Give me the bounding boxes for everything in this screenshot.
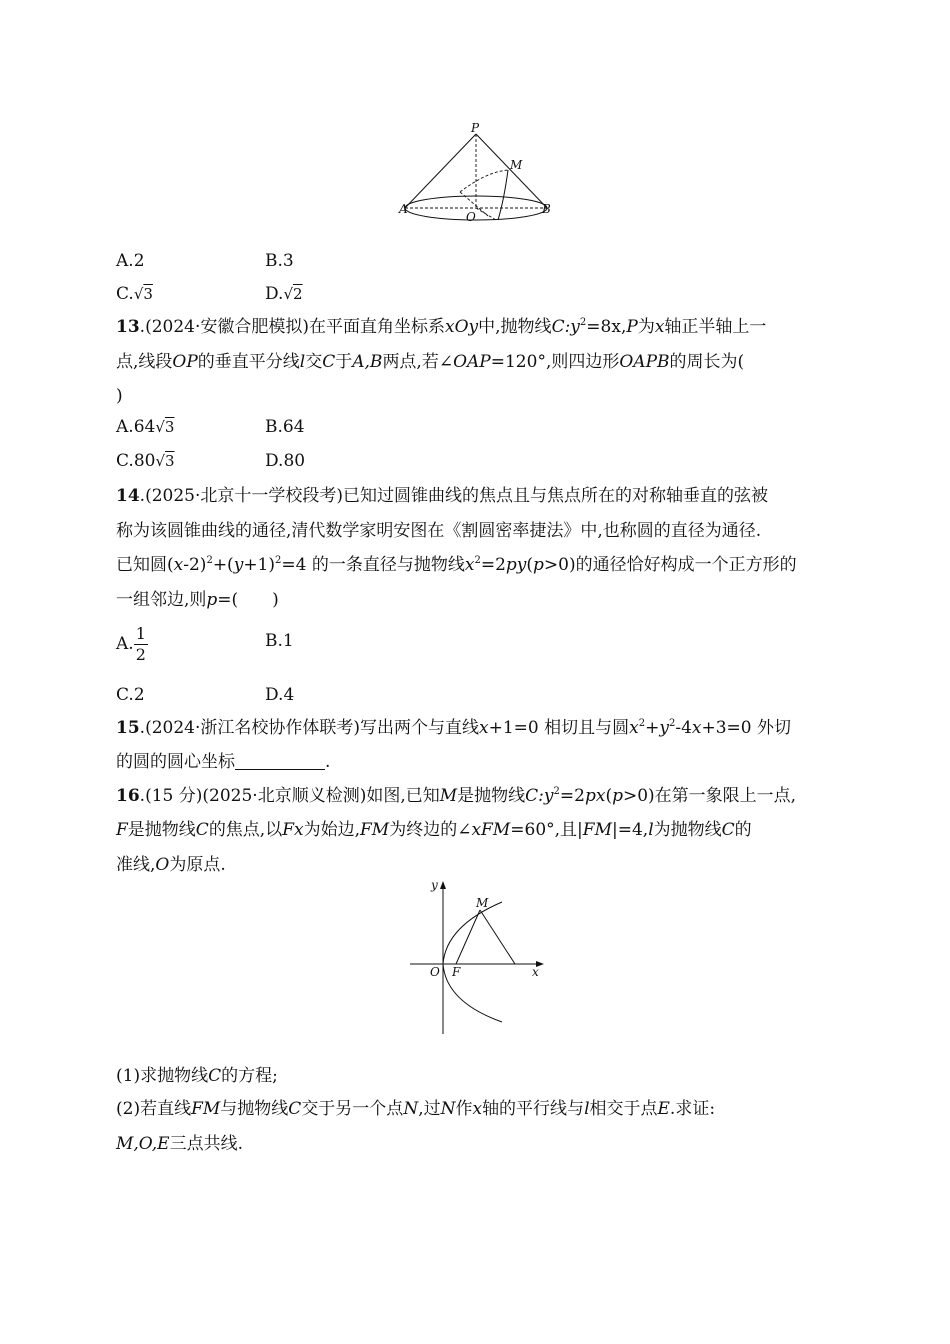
- q15-line-2: 的圆的圆心坐标 .: [116, 752, 331, 772]
- label-A: A: [399, 202, 408, 216]
- label-B: B: [542, 202, 551, 216]
- q13-option-a: A.64√3: [116, 417, 175, 437]
- label-F: F: [452, 965, 461, 979]
- q16-part-1: (1)求抛物线C的方程;: [116, 1066, 278, 1086]
- label-O: O: [430, 965, 440, 979]
- q13-option-d: D.80: [265, 451, 306, 471]
- q14-line-1: 14.(2025·北京十一学校段考)已知过圆锥曲线的焦点且与焦点所在的对称轴垂直的弦被: [116, 486, 769, 506]
- q14-option-a: A. $\frac{1}{2}$: [116, 624, 146, 664]
- label-y: y: [431, 878, 438, 892]
- q13-line-3: ): [116, 386, 123, 406]
- q16-part-2-cont: M,O,E三点共线.: [116, 1134, 243, 1154]
- label-P: P: [471, 121, 480, 135]
- q16-line-3: 准线,O为原点.: [116, 855, 226, 875]
- cone-figure: [396, 120, 560, 228]
- label-x: x: [532, 965, 539, 979]
- q13-line-2: 点,线段OP的垂直平分线l交C于A,B两点,若∠OAP=120°,则四边形OAPB的周长为(: [116, 352, 745, 372]
- q12-option-c: C.√3: [116, 284, 153, 304]
- q12-option-b: B.3: [265, 251, 294, 271]
- q13-option-b: B.64: [265, 417, 305, 437]
- q12-option-d: D.√2: [265, 284, 303, 304]
- label-O: O: [466, 210, 476, 224]
- q14-line-3: 已知圆$(x-2)^2+(y+1)^2=4$ 的一条直径与抛物线$x^2=2py(p>0)$的通径恰好构成一个正方形的: [116, 555, 797, 575]
- q14-option-d: D.4: [265, 685, 295, 705]
- q14-line-4: 一组邻边,则p=( ): [116, 590, 279, 610]
- answer-blank[interactable]: [235, 751, 325, 770]
- q16-line-2: F是抛物线C的焦点,以Fx为始边,FM为终边的∠xFM=60°,且|FM|=4,l为抛物线C的: [116, 820, 752, 840]
- q14-option-c: C.2: [116, 685, 145, 705]
- q12-option-a: A.2: [116, 251, 145, 271]
- q14-line-2: 称为该圆锥曲线的通径,清代数学家明安图在《割圆密率捷法》中,也称圆的直径为通径.: [116, 521, 762, 541]
- q16-line-1: 16.(15 分)(2025·北京顺义检测)如图,已知M是抛物线$C:y^2=2px(p>0)$在第一象限上一点,: [116, 786, 797, 806]
- q13-line-1: 13.(2024·安徽合肥模拟)在平面直角坐标系xOy中,抛物线$C:y^2=8x,P$为x轴正半轴上一: [116, 317, 767, 337]
- q16-part-2: (2)若直线FM与抛物线C交于另一个点N,过N作x轴的平行线与l相交于点E.求证:: [116, 1099, 716, 1119]
- q15-line-1: 15.(2024·浙江名校协作体联考)写出两个与直线x+1=0 相切且与圆$x^2+y^2-4x+3=0$ 外切: [116, 718, 792, 738]
- label-M: M: [476, 896, 489, 910]
- parabola-figure: [404, 876, 554, 1036]
- q14-option-b: B.1: [265, 631, 294, 651]
- q13-option-c: C.80√3: [116, 451, 175, 471]
- label-M: M: [510, 158, 523, 172]
